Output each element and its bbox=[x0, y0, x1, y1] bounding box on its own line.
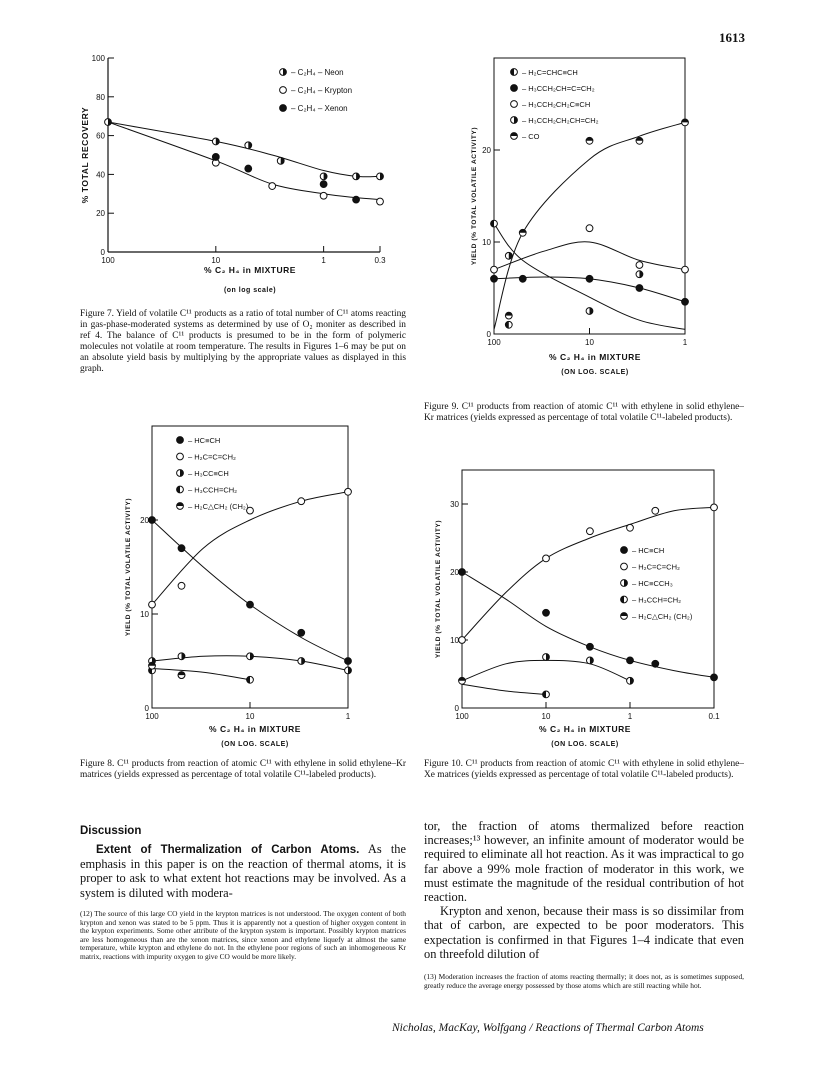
fit-curve bbox=[108, 122, 380, 177]
legend bbox=[280, 68, 352, 113]
data-point-filled bbox=[682, 298, 689, 305]
y-tick-label: 20 bbox=[482, 146, 491, 155]
x-tick-label: 10 bbox=[585, 338, 594, 347]
legend-label: – C₂H₄ – Neon bbox=[291, 68, 344, 77]
legend-label: – H₃CCH=CH₂ bbox=[188, 485, 238, 495]
data-point-half-right bbox=[353, 173, 360, 180]
data-point-half-right bbox=[298, 658, 305, 665]
y-axis-label: YIELD (% TOTAL VOLATILE ACTIVITY) bbox=[471, 126, 478, 266]
legend-label: – H₂C△CH₂ (CH₂) bbox=[188, 502, 249, 511]
figure-7-xnote: (on log scale) bbox=[223, 287, 277, 294]
x-tick-label: 10 bbox=[245, 712, 255, 721]
data-point-open bbox=[320, 192, 327, 199]
fit-curve bbox=[152, 669, 250, 680]
legend-label: – HC≡CH bbox=[188, 436, 221, 445]
data-point-half-right bbox=[505, 252, 512, 259]
y-tick-label: 0 bbox=[144, 704, 149, 713]
legend-marker bbox=[177, 470, 184, 477]
legend-label: – CO bbox=[522, 132, 540, 141]
figure-7-chart bbox=[78, 50, 408, 290]
data-point-half-right bbox=[587, 657, 594, 664]
y-tick-label: 0 bbox=[486, 330, 491, 339]
data-point-half-top bbox=[586, 137, 593, 144]
x-tick-label: 100 bbox=[455, 712, 469, 721]
figure-7-caption: Figure 7. Yield of volatile C¹¹ products as a ratio of total number of C¹¹ atoms reacting in gas-phase-moderated systems as determined by use of O₂ moniter as described in ref 4. The balance of C¹¹ products is presumed to be in the form of polymeric molecules not volatile at room temperature. The results in Figures 1–6 may be put on an absolute yield basis by multiplying by the appropriate values as displayed in this graph. bbox=[80, 309, 406, 374]
data-point-half-right bbox=[247, 653, 254, 660]
legend-label: – H₂C=CHC≡CH bbox=[522, 68, 578, 77]
x-tick-label: 1 bbox=[345, 712, 351, 721]
data-point-half-left bbox=[543, 691, 550, 698]
left-paragraph: As the emphasis in this paper is on the reaction of thermal atoms, it is proper to ask to what extent hot reactions may be involved. As a system is diluted with modera- bbox=[80, 842, 406, 900]
data-point-filled bbox=[320, 181, 327, 188]
x-tick-label: 100 bbox=[101, 256, 115, 265]
subsection-title: Extent of Thermalization of Carbon Atoms. bbox=[96, 844, 360, 856]
right-paragraph-1: tor, the fraction of atoms thermalized before reaction increases;¹³ however, an infinite amount of moderator would be required to eliminate all hot reaction. As it was impractical to go far above a 99% mole fraction of moderator in this work, we must estimate the magnitude of the residual contribution of hot reaction. bbox=[424, 819, 744, 905]
data-point-filled bbox=[491, 275, 498, 282]
figure-9-xnote: (ON LOG. SCALE) bbox=[561, 369, 629, 376]
y-tick-label: 80 bbox=[96, 92, 105, 102]
data-point-half-top bbox=[178, 672, 185, 679]
data-point-half-top bbox=[636, 137, 643, 144]
y-tick-label: 10 bbox=[450, 636, 459, 645]
figure-8-chart bbox=[118, 422, 358, 722]
data-point-open bbox=[682, 266, 689, 273]
x-tick-label: 10 bbox=[211, 256, 221, 265]
y-axis-label: YIELD (% TOTAL VOLATILE ACTIVITY) bbox=[435, 519, 442, 659]
right-column-text bbox=[424, 819, 744, 961]
fit-curve bbox=[108, 122, 380, 200]
figure-10-chart bbox=[428, 466, 728, 726]
figure-9-chart bbox=[464, 50, 694, 350]
data-point-open bbox=[178, 582, 185, 589]
data-point-half-right bbox=[636, 271, 643, 278]
data-point-open bbox=[652, 507, 659, 514]
data-point-half-right bbox=[320, 173, 327, 180]
data-point-filled bbox=[587, 643, 594, 650]
data-point-open bbox=[459, 637, 466, 644]
figure-7-xlabel: % C₂ H₄ in MIXTURE bbox=[204, 265, 296, 275]
data-point-half-right bbox=[105, 119, 112, 126]
legend-marker bbox=[177, 437, 184, 444]
data-point-filled bbox=[212, 154, 219, 161]
data-point-half-left bbox=[247, 676, 254, 683]
y-tick-label: 0 bbox=[100, 248, 105, 257]
data-point-filled bbox=[345, 658, 352, 665]
data-point-open bbox=[377, 198, 384, 205]
y-tick-label: 10 bbox=[482, 238, 491, 247]
legend-label: – HC≡CCH₃ bbox=[632, 579, 673, 588]
legend-marker bbox=[511, 69, 518, 76]
running-footer: Nicholas, MacKay, Wolfgang / Reactions of Thermal Carbon Atoms bbox=[392, 1022, 704, 1034]
data-point-open bbox=[586, 225, 593, 232]
x-tick-label: 0.1 bbox=[708, 712, 720, 721]
legend-marker bbox=[621, 613, 628, 620]
legend-marker bbox=[621, 547, 628, 554]
legend-label: – C₂H₄ – Krypton bbox=[291, 86, 353, 95]
fit-curve bbox=[494, 242, 685, 270]
data-point-filled bbox=[459, 569, 466, 576]
figure-8-xnote: (ON LOG. SCALE) bbox=[221, 741, 289, 748]
data-point-half-top bbox=[505, 312, 512, 319]
legend-label: – HC≡CH bbox=[632, 546, 665, 555]
legend-label: – H₃CCH₂CH₂CH=CH₂ bbox=[522, 116, 599, 125]
data-point-half-right bbox=[377, 173, 384, 180]
data-point-open bbox=[345, 488, 352, 495]
legend-marker bbox=[511, 101, 518, 108]
x-tick-label: 1 bbox=[627, 712, 633, 721]
y-axis-label: % TOTAL RECOVERY bbox=[80, 106, 90, 204]
legend-marker bbox=[511, 117, 518, 124]
legend-marker bbox=[280, 105, 287, 112]
y-tick-label: 10 bbox=[140, 610, 149, 619]
data-point-open bbox=[269, 183, 276, 190]
data-point-filled bbox=[519, 275, 526, 282]
data-point-filled bbox=[298, 629, 305, 636]
data-point-open bbox=[149, 601, 156, 608]
legend-marker bbox=[621, 563, 628, 570]
legend-marker bbox=[280, 69, 287, 76]
y-tick-label: 0 bbox=[454, 704, 459, 713]
data-point-filled bbox=[586, 275, 593, 282]
figure-10-caption: Figure 10. C¹¹ products from reaction of atomic C¹¹ with ethylene in solid ethylene–Xe matrices (yields expressed as percentage of total volatile C¹¹-labeled products). bbox=[424, 759, 744, 780]
data-point-half-right bbox=[245, 142, 252, 149]
data-point-filled bbox=[149, 517, 156, 524]
data-point-half-left bbox=[505, 321, 512, 328]
legend-label: – H₂C=C=CH₂ bbox=[188, 452, 236, 462]
right-paragraph-2: Krypton and xenon, because their mass is so dissimilar from that of carbon, are expected to be poor moderators. This expectation is confirmed in that Figures 1–4 indicate that even on threefold dilution of bbox=[424, 904, 744, 961]
legend bbox=[511, 68, 599, 141]
legend-marker bbox=[621, 580, 628, 587]
y-axis-label: YIELD (% TOTAL VOLATILE ACTIVITY) bbox=[125, 497, 132, 637]
y-tick-label: 20 bbox=[140, 516, 149, 525]
data-point-half-right bbox=[627, 677, 634, 684]
legend-label: – H₃CCH₂CH=C=CH₂ bbox=[522, 84, 595, 93]
legend bbox=[177, 436, 249, 511]
fit-curve bbox=[152, 520, 348, 661]
data-point-half-top bbox=[519, 229, 526, 236]
y-tick-label: 30 bbox=[450, 500, 459, 509]
data-point-half-right bbox=[543, 654, 550, 661]
x-tick-label: 100 bbox=[145, 712, 159, 721]
y-tick-label: 100 bbox=[91, 54, 105, 63]
footnote-13: (13) Moderation increases the fraction of atoms reacting thermally; it does not, as is sometimes supposed, greatly reduce the average energy possessed by those atoms which are still reacting while hot. bbox=[424, 972, 744, 990]
plot-frame bbox=[152, 426, 348, 708]
data-point-half-right bbox=[586, 308, 593, 315]
data-point-open bbox=[298, 498, 305, 505]
figure-10-xlabel: % C₂ H₄ in MIXTURE bbox=[539, 724, 631, 734]
data-point-half-right bbox=[212, 138, 219, 145]
legend-marker bbox=[280, 87, 287, 94]
data-point-open bbox=[543, 555, 550, 562]
data-point-half-right bbox=[178, 653, 185, 660]
legend-label: – H₂C=C=CH₂ bbox=[632, 562, 680, 572]
legend-label: – H₂C△CH₂ (CH₂) bbox=[632, 612, 693, 621]
y-tick-label: 20 bbox=[96, 209, 105, 219]
data-point-open bbox=[711, 504, 718, 511]
data-point-filled bbox=[353, 196, 360, 203]
legend-label: – H₃CCH₂CH₂C≡CH bbox=[522, 100, 591, 109]
data-point-open bbox=[587, 528, 594, 535]
footnote-12: (12) The source of this large CO yield in the krypton matrices is not understood. The oxygen content of both krypton and xenon was stated to be 5 ppm. Thus it is apparently not a question of higher oxygen content in the krypton experiments. Some other attribute of the krypton system is important. Possibly krypton matrices are less homogeneous than are the xenon matrices, since xenon and ethylene liquefy at almost the same temperature, while krypton and ethylene do not. In the ethylene poor regions of such an inhomogeneous Kr matrix, reactions with impurity oxygen to give CO would be more likely. bbox=[80, 909, 406, 961]
legend-label: – H₃CC≡CH bbox=[188, 469, 229, 478]
legend-marker bbox=[177, 503, 184, 510]
data-point-filled bbox=[627, 657, 634, 664]
fit-curve bbox=[462, 684, 546, 694]
data-point-filled bbox=[245, 165, 252, 172]
left-column-text bbox=[80, 842, 406, 900]
legend-marker bbox=[511, 133, 518, 140]
figure-9-xlabel: % C₂ H₄ in MIXTURE bbox=[549, 352, 641, 362]
legend-label: – H₃CCH=CH₂ bbox=[632, 595, 682, 605]
data-point-filled bbox=[636, 285, 643, 292]
plot-frame bbox=[462, 470, 714, 708]
data-point-open bbox=[491, 266, 498, 273]
legend-marker bbox=[621, 596, 628, 603]
x-tick-label: 1 bbox=[321, 256, 326, 265]
data-point-filled bbox=[652, 660, 659, 667]
y-tick-label: 40 bbox=[96, 170, 105, 180]
legend-marker bbox=[177, 453, 184, 460]
legend bbox=[621, 546, 693, 621]
x-tick-label: 1 bbox=[682, 338, 688, 347]
x-tick-label: 0.3 bbox=[374, 256, 386, 265]
legend-label: – C₂H₄ – Xenon bbox=[291, 104, 348, 113]
figure-10-xnote: (ON LOG. SCALE) bbox=[551, 741, 619, 748]
x-tick-label: 100 bbox=[487, 338, 501, 347]
figure-8-caption: Figure 8. C¹¹ products from reaction of atomic C¹¹ with ethylene in solid ethylene–Kr matrices (yields expressed as percentage of total volatile C¹¹-labeled products). bbox=[80, 759, 406, 780]
y-tick-label: 20 bbox=[450, 568, 459, 577]
legend-marker bbox=[511, 85, 518, 92]
fit-curve bbox=[462, 660, 630, 680]
data-point-half-top bbox=[149, 662, 156, 669]
data-point-half-left bbox=[491, 220, 498, 227]
figure-8-xlabel: % C₂ H₄ in MIXTURE bbox=[209, 724, 301, 734]
data-point-half-top bbox=[682, 119, 689, 126]
data-point-filled bbox=[543, 609, 550, 616]
y-tick-label: 60 bbox=[96, 131, 105, 141]
data-point-half-right bbox=[345, 667, 352, 674]
legend-marker bbox=[177, 486, 184, 493]
page-number: 1613 bbox=[719, 30, 745, 45]
data-point-open bbox=[627, 524, 634, 531]
figure-9-caption: Figure 9. C¹¹ products from reaction of atomic C¹¹ with ethylene in solid ethylene–Kr matrices (yields expressed as percentage of total volatile C¹¹-labeled products). bbox=[424, 402, 744, 423]
data-point-open bbox=[636, 262, 643, 269]
data-point-half-top bbox=[459, 677, 466, 684]
data-point-half-right bbox=[277, 157, 284, 164]
data-point-filled bbox=[247, 601, 254, 608]
section-title: Discussion bbox=[80, 825, 142, 837]
data-point-filled bbox=[711, 674, 718, 681]
data-point-filled bbox=[178, 545, 185, 552]
x-tick-label: 10 bbox=[541, 712, 551, 721]
